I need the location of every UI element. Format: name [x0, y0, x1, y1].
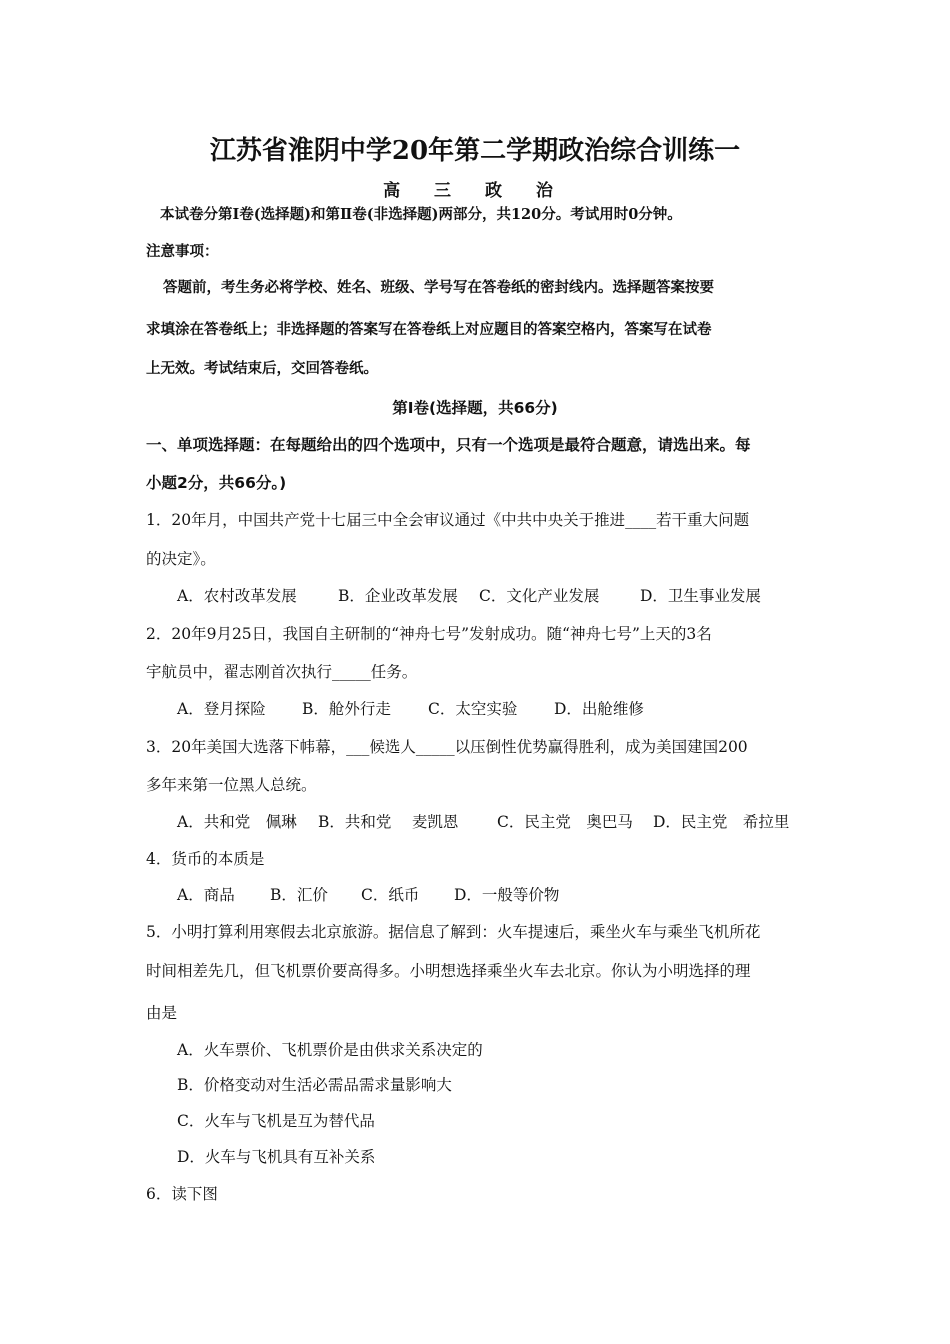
question-5-option-d: D．火车与飞机具有互补关系 [177, 1148, 376, 1166]
question-1-option-c: C．文化产业发展 [479, 587, 600, 605]
question-3-option-d: D．民主党 希拉里 [653, 813, 790, 831]
question-2-option-b: B．舱外行走 [302, 700, 391, 718]
question-4-option-a: A．商品 [177, 886, 235, 904]
section-heading: 第Ⅰ卷(选择题，共66分) [392, 399, 558, 417]
page-subtitle: 高 三 政 治 [383, 181, 567, 201]
notice-line-1: 答题前，考生务必将学校、姓名、班级、学号写在答卷纸的密封线内。选择题答案按要 [163, 279, 714, 296]
question-4-option-c: C．纸币 [361, 886, 420, 904]
question-3-text: 3．20年美国大选落下帏幕，___候选人_____以压倒性优势赢得胜利，成为美国建国200 [146, 738, 748, 756]
question-2-text-cont: 宇航员中，翟志刚首次执行_____任务。 [146, 663, 418, 681]
question-3-text-cont: 多年来第一位黑人总统。 [146, 776, 317, 794]
intro-text: 本试卷分第Ⅰ卷(选择题)和第Ⅱ卷(非选择题)两部分，共120分。考试用时0分钟。 [160, 206, 682, 223]
question-4-option-d: D．一般等价物 [454, 886, 560, 904]
question-5-option-a: A．火车票价、飞机票价是由供求关系决定的 [177, 1041, 483, 1059]
question-2-option-d: D．出舱维修 [554, 700, 644, 718]
question-5-text-cont-2: 由是 [146, 1004, 178, 1022]
question-4-option-b: B．汇价 [270, 886, 328, 904]
page-title: 江苏省淮阴中学20年第二学期政治综合训练一 [209, 136, 741, 166]
notice-line-3: 上无效。考试结束后，交回答卷纸。 [146, 360, 378, 377]
question-5-text-cont-1: 时间相差先几，但飞机票价要高得多。小明想选择乘坐火车去北京。你认为小明选择的理 [146, 962, 751, 980]
notice-label: 注意事项： [146, 243, 219, 260]
question-6-text: 6．读下图 [146, 1185, 218, 1203]
question-2-text: 2．20年9月25日，我国自主研制的“神舟七号”发射成功。随“神舟七号”上天的3名 [146, 625, 712, 643]
question-1-option-a: A．农村改革发展 [177, 587, 297, 605]
question-3-option-a: A．共和党 佩琳 [177, 813, 297, 831]
question-3-option-b: B．共和党 麦凯恩 [318, 813, 459, 831]
notice-line-2: 求填涂在答卷纸上；非选择题的答案写在答卷纸上对应题目的答案空格内，答案写在试卷 [146, 321, 712, 338]
question-4-text: 4．货币的本质是 [146, 850, 265, 868]
question-1-text-cont: 的决定》。 [146, 550, 216, 568]
question-2-option-a: A．登月探险 [177, 700, 266, 718]
section-instruction-2: 小题2分，共66分。) [146, 474, 287, 492]
question-2-option-c: C．太空实验 [428, 700, 518, 718]
question-5-text: 5．小明打算利用寒假去北京旅游。据信息了解到：火车提速后，乘坐火车与乘坐飞机所花 [146, 923, 761, 941]
question-5-option-c: C．火车与飞机是互为替代品 [177, 1112, 375, 1130]
question-5-option-b: B．价格变动对生活必需品需求量影响大 [177, 1076, 452, 1094]
question-3-option-c: C．民主党 奥巴马 [497, 813, 633, 831]
question-1-option-b: B．企业改革发展 [338, 587, 458, 605]
question-1-text: 1．20年月，中国共产党十七届三中全会审议通过《中共中央关于推进____若干重大问题 [146, 511, 750, 529]
section-instruction-1: 一、单项选择题：在每题给出的四个选项中，只有一个选项是最符合题意，请选出来。每 [146, 436, 751, 454]
question-1-option-d: D．卫生事业发展 [640, 587, 761, 605]
